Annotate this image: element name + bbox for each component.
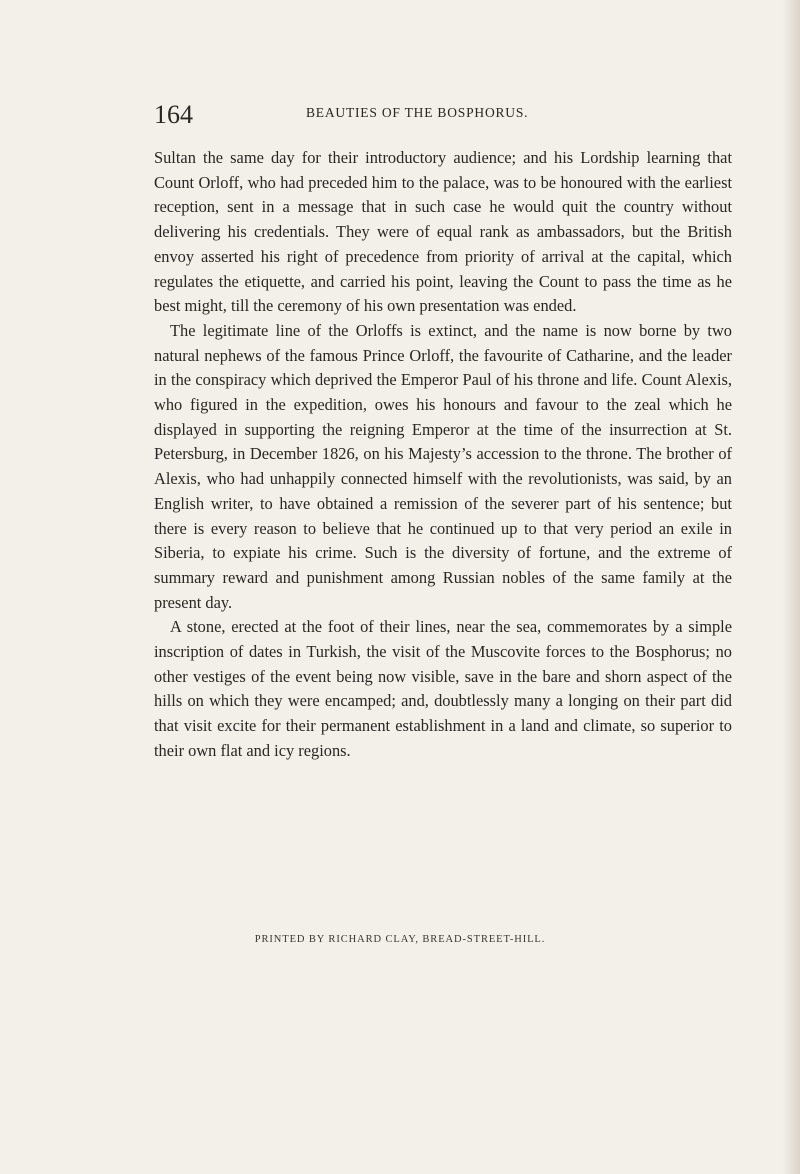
paragraph-1: Sultan the same day for their introductory audience; and his Lordship learning that Count Orloff, who had preceded him to the palace, was to be honoured with the earliest reception, sent in a message that in such case he would quit the country without delivering his credentials. They were of equal rank as ambassadors, but the British envoy asserted his right of precedence from priority of arrival at the capital, which regulates the etiquette, and carried his point, leaving the Count to pass the time as he best might, till the ceremony of his own presentation was ended. xyxy=(154,148,732,316)
paragraph-2: The legitimate line of the Orloffs is extinct, and the name is now borne by two natural nephews of the famous Prince Orloff, the favourite of Catharine, and the leader in the conspiracy which deprived the Emperor Paul of his throne and life. Count Alexis, who figured in the expedition, owes his honours and favour to the zeal which he displayed in supporting the reigning Emperor at the time of the insurrection at St. Petersburg, in December 1826, on his Majesty’s accession to the throne. The brother of Alexis, who had unhappily connected himself with the revolutionists, was said, by an English writer, to have obtained a remission of the severer part of his sentence; but there is every reason to believe that he continued up to that very period an exile in Siberia, to expiate his crime. Such is the diversity of fortune, and the extreme of summary reward and punishment among Russian nobles of the same family at the present day. xyxy=(154,320,732,612)
running-head: BEAUTIES OF THE BOSPHORUS. xyxy=(306,105,529,120)
paragraph-3: A stone, erected at the foot of their lines, near the sea, commemorates by a simple inscription of dates in Turkish, the visit of the Muscovite forces to the Bosphorus; no other vestiges of the event being now visible, save in the bare and shorn aspect of the hills on which they were encamped; and, doubtlessly many a longing on their part did that visit excite for their permanent establishment in a land and climate, so superior to their own flat and icy regions. xyxy=(154,617,732,760)
printer-imprint: PRINTED BY RICHARD CLAY, BREAD-STREET-HILL. xyxy=(254,934,546,945)
page-edge-shadow xyxy=(782,0,800,1174)
page-header xyxy=(0,99,800,139)
page-number: 164 xyxy=(154,100,193,129)
body-text xyxy=(154,146,732,764)
